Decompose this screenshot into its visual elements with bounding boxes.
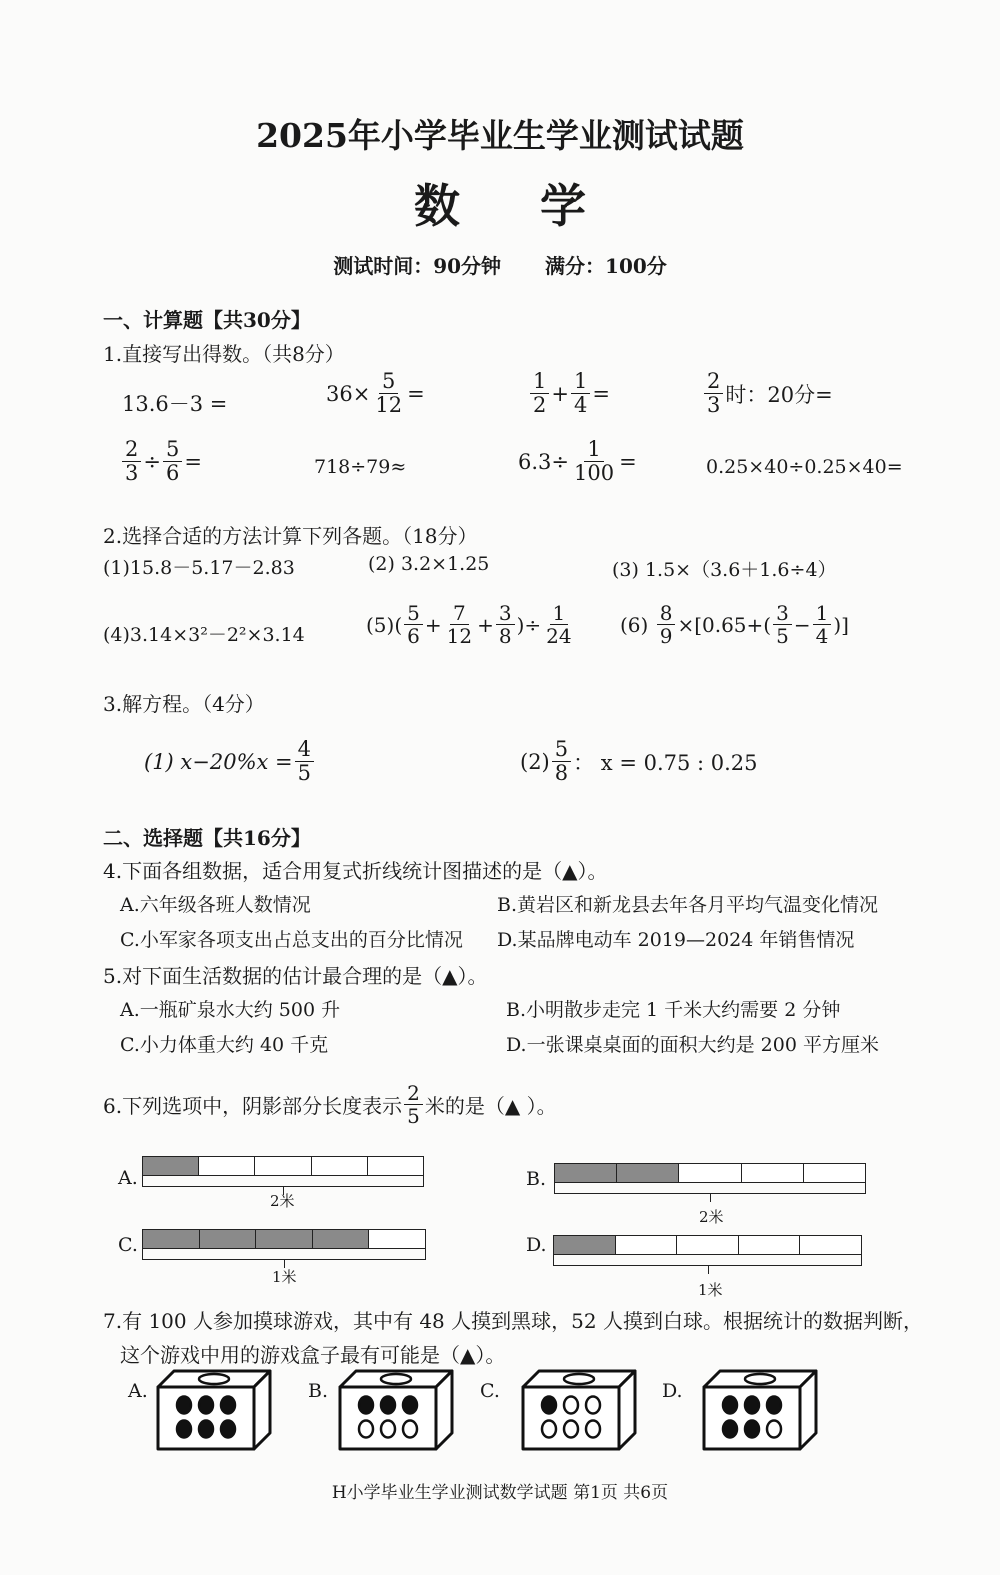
bar-segment <box>679 1164 741 1182</box>
q2-part-3: (3) 1.5×（3.6＋1.6÷4） <box>612 559 837 581</box>
q2-label: 2.选择合适的方法计算下列各题。（18分） <box>103 524 478 548</box>
section-1-heading: 一、计算题【共30分】 <box>103 308 311 332</box>
bar-segment <box>616 1236 678 1254</box>
q3-label: 3.解方程。（4分） <box>103 692 265 716</box>
q5-option-b: B.小明散步走完 1 千米大约需要 2 分钟 <box>506 999 841 1021</box>
white-ball <box>586 1421 600 1438</box>
bar-segment <box>143 1157 199 1175</box>
q1-item-7: 6.3÷ $\frac{1}{100}$ = <box>518 437 637 486</box>
bar-segment <box>312 1157 368 1175</box>
q1-item-2: 36× $\frac{5}{12}$ = <box>326 369 425 418</box>
q6-option-b-label: B. <box>526 1168 547 1190</box>
q2-part-2: (2) 3.2×1.25 <box>368 553 490 575</box>
white-ball <box>586 1397 600 1414</box>
exam-title: 2025年小学毕业生学业测试试题 <box>256 116 744 155</box>
q5-label: 5.对下面生活数据的估计最合理的是（▲）。 <box>103 964 488 988</box>
bar-segment <box>143 1230 200 1248</box>
box-side <box>800 1371 816 1449</box>
q6-bar-a <box>142 1156 424 1176</box>
box-opening <box>381 1374 411 1384</box>
bar-segment <box>368 1157 423 1175</box>
q1-item-4: $\frac{2}{3}$ 时：20分= <box>702 370 833 417</box>
exam-meta <box>0 250 1000 279</box>
q1-item-5: $\frac{2}{3}$ ÷ $\frac{5}{6}$ = <box>120 438 202 485</box>
bar-segment <box>555 1164 617 1182</box>
q6-bar-b <box>554 1163 866 1183</box>
q6-brace-d <box>553 1255 862 1266</box>
subject-char-2: 学 <box>540 179 586 233</box>
bar-segment <box>199 1157 255 1175</box>
q1-label: 1.直接写出得数。（共8分） <box>103 342 345 366</box>
q7-option-a-label: A. <box>128 1380 148 1402</box>
q1-item-1: 13.6－3 = <box>122 392 228 416</box>
white-ball <box>564 1397 578 1414</box>
q4-option-c: C.小军家各项支出占总支出的百分比情况 <box>120 929 463 951</box>
black-ball <box>177 1421 191 1438</box>
q7-line-1: 7.有 100 人参加摸球游戏，其中有 48 人摸到黑球，52 人摸到白球。根据统计的数据判断， <box>103 1309 923 1333</box>
q7-option-b-label: B. <box>308 1380 329 1402</box>
box-side <box>436 1371 452 1449</box>
white-ball <box>381 1421 395 1438</box>
q7-box-c <box>519 1367 639 1451</box>
bar-segment <box>677 1236 739 1254</box>
black-ball <box>381 1397 395 1414</box>
page-footer: H小学毕业生学业测试数学试题 第1页 共6页 <box>331 1483 669 1503</box>
q4-label: 4.下面各组数据，适合用复式折线统计图描述的是（▲）。 <box>103 859 608 883</box>
q6-bar-d <box>553 1235 862 1255</box>
q2-part-4: (4)3.14×3²－2²×3.14 <box>103 624 305 646</box>
black-ball <box>199 1421 213 1438</box>
bar-segment <box>739 1236 801 1254</box>
q5-option-c: C.小力体重大约 40 千克 <box>120 1034 329 1056</box>
q6-length-a: 2米 <box>270 1192 295 1210</box>
subject-char-1: 数 <box>414 179 460 233</box>
q4-option-d: D.某品牌电动车 2019—2024 年销售情况 <box>497 929 855 951</box>
q7-box-a <box>154 1367 274 1451</box>
q6-brace-a <box>142 1176 424 1187</box>
q4-option-a: A.六年级各班人数情况 <box>120 894 311 916</box>
white-ball <box>542 1421 556 1438</box>
q6-length-b: 2米 <box>699 1208 724 1226</box>
q7-option-c-label: C. <box>480 1380 500 1402</box>
box-opening <box>199 1374 229 1384</box>
q7-option-d-label: D. <box>662 1380 683 1402</box>
bar-segment <box>554 1236 616 1254</box>
box-opening <box>564 1374 594 1384</box>
q3-eq-1: (1) x−20%x = $\frac{4}{5}$ <box>144 738 316 785</box>
black-ball <box>199 1397 213 1414</box>
black-ball <box>723 1421 737 1438</box>
q6-brace-b <box>554 1183 866 1194</box>
section-2-heading: 二、选择题【共16分】 <box>103 826 311 850</box>
bar-segment <box>200 1230 257 1248</box>
q4-option-b: B.黄岩区和新龙县去年各月平均气温变化情况 <box>497 894 879 916</box>
q6-option-a-label: A. <box>118 1167 138 1189</box>
white-ball <box>767 1421 781 1438</box>
black-ball <box>767 1397 781 1414</box>
q6-label: 6.下列选项中，阴影部分长度表示 $\frac{2}{5}$ 米的是（▲ ）。 <box>103 1081 557 1128</box>
q2-part-1: (1)15.8－5.17－2.83 <box>103 557 295 579</box>
q2-part-6: (6) $\frac{8}{9}$ ×[0.65+( $\frac{3}{5}$ − $\frac{1}{4}$ )] <box>620 601 849 648</box>
q6-bar-c <box>142 1229 426 1249</box>
black-ball <box>177 1397 191 1414</box>
box-opening <box>745 1374 775 1384</box>
black-ball <box>723 1397 737 1414</box>
box-side <box>619 1371 635 1449</box>
q6-option-c-label: C. <box>118 1234 138 1256</box>
box-side <box>254 1371 270 1449</box>
bar-segment <box>804 1164 865 1182</box>
black-ball <box>403 1397 417 1414</box>
q6-option-d-label: D. <box>526 1234 547 1256</box>
bar-segment <box>256 1230 313 1248</box>
q6-length-d: 1米 <box>698 1281 723 1299</box>
q6-brace-c <box>142 1249 426 1260</box>
score-label: 满分：100分 <box>545 254 667 278</box>
time-label: 测试时间：90分钟 <box>333 254 502 278</box>
bar-segment <box>800 1236 861 1254</box>
bar-segment <box>742 1164 804 1182</box>
black-ball <box>221 1397 235 1414</box>
black-ball <box>542 1397 556 1414</box>
bar-segment <box>255 1157 311 1175</box>
black-ball <box>359 1397 373 1414</box>
white-ball <box>564 1421 578 1438</box>
q7-box-b <box>336 1367 456 1451</box>
q7-box-d <box>700 1367 820 1451</box>
black-ball <box>221 1421 235 1438</box>
black-ball <box>745 1397 759 1414</box>
q1-item-6: 718÷79≈ <box>314 456 407 478</box>
q7-line-2: 这个游戏中用的游戏盒子最有可能是（▲）。 <box>120 1343 506 1367</box>
q5-option-d: D.一张课桌桌面的面积大约是 200 平方厘米 <box>506 1034 879 1056</box>
bar-segment <box>369 1230 425 1248</box>
subject-title <box>0 170 1000 236</box>
q1-item-3: $\frac{1}{2}$ + $\frac{1}{4}$ = <box>528 370 610 417</box>
black-ball <box>745 1421 759 1438</box>
bar-segment <box>617 1164 679 1182</box>
q6-length-c: 1米 <box>272 1268 297 1286</box>
white-ball <box>403 1421 417 1438</box>
white-ball <box>359 1421 373 1438</box>
q3-eq-2: (2) $\frac{5}{8}$ ： x = 0.75 : 0.25 <box>520 737 758 786</box>
q5-option-a: A.一瓶矿泉水大约 500 升 <box>120 999 341 1021</box>
q1-item-8: 0.25×40÷0.25×40= <box>706 456 903 478</box>
bar-segment <box>313 1230 370 1248</box>
q2-part-5: (5)( $\frac{5}{6}$ + $\frac{7}{12}$ + $\frac{3}{8}$ )÷ $\frac{1}{24}$ <box>366 601 572 648</box>
